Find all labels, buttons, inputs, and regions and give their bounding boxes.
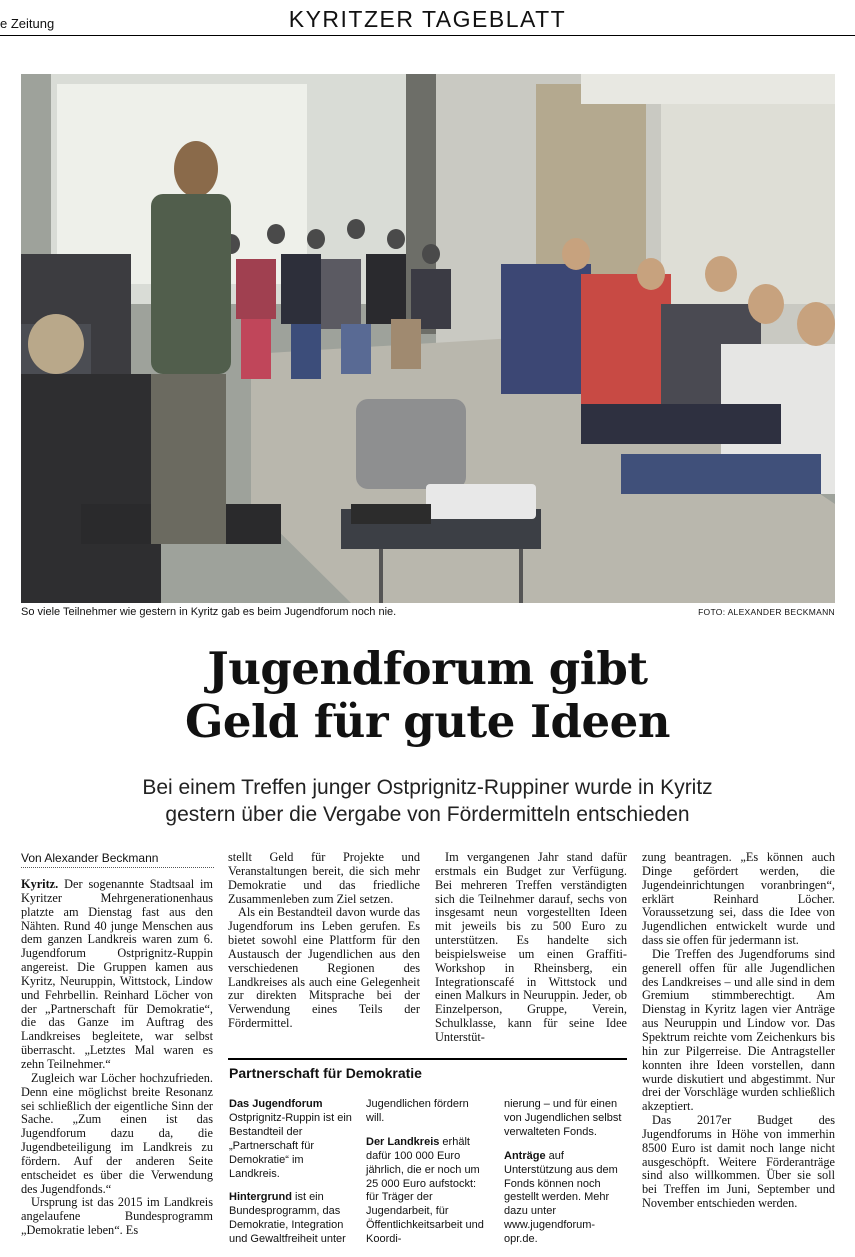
infobox-text: Ostprignitz-Ruppin ist ein Bestandteil der „Partnerschaft für Demokratie“ im Landkreis. bbox=[229, 1111, 352, 1180]
infobox-paragraph bbox=[366, 1136, 488, 1247]
newspaper-name-fragment: e Zeitung bbox=[0, 16, 55, 31]
infobox-lead: Der Landkreis bbox=[366, 1135, 440, 1148]
article-column-1 bbox=[21, 878, 213, 1238]
infobox-text: ist ein Bundesprogramm, das Demokratie, Integration und Gewaltfreiheit unter bbox=[229, 1191, 346, 1246]
byline-rule bbox=[21, 867, 214, 868]
subhead-line-1: Bei einem Treffen junger Ostprignitz-Ruppiner wurde in Kyritz bbox=[142, 776, 713, 799]
infobox-paragraph bbox=[229, 1098, 352, 1181]
headline-line-2: Geld für gute Ideen bbox=[185, 695, 670, 748]
article-subheadline bbox=[0, 774, 855, 828]
infobox-paragraph bbox=[504, 1150, 627, 1247]
photo-caption: So viele Teilnehmer wie gestern in Kyritz gab es beim Jugendforum noch nie. bbox=[21, 606, 397, 618]
byline: Von Alexander Beckmann bbox=[21, 851, 159, 865]
paragraph: stellt Geld für Projekte und Veranstaltungen bereit, die sich mehr Demokratie und das friedliche Zusammenleben zum Ziel setzen. bbox=[228, 850, 420, 906]
article-column-4 bbox=[642, 851, 835, 1211]
masthead-rule bbox=[0, 35, 855, 36]
infobox-paragraph: Jugendlichen fördern will. bbox=[366, 1098, 469, 1124]
paragraph: Das 2017er Budget des Jugendforums in Höhe von immerhin 8500 Euro ist damit noch lange nicht ausgeschöpft. Weitere Förderanträge sind also willkommen. Über sie soll bei Treffen im Juni, September und November entschieden werden. bbox=[642, 1113, 835, 1211]
subhead-line-2: gestern über die Vergabe von Fördermitteln entschieden bbox=[165, 803, 690, 826]
headline-line-1: Jugendforum gibt bbox=[207, 642, 648, 695]
infobox-lead: Hintergrund bbox=[229, 1191, 292, 1204]
paragraph bbox=[21, 878, 213, 1072]
article-column-2 bbox=[228, 851, 420, 1031]
paragraph: zung beantragen. „Es können auch Dinge gefördert werden, die Jugendeinrichtungen voranbringen“, erklärt Reinhard Löcher. Voraussetzung sei, dass die Idee von Jugendlichen entwickelt wurde und dass sie offen für jedermann ist. bbox=[642, 850, 835, 948]
infobox-text: erhält dafür 100 000 Euro jährlich, die er noch um 25 000 Euro aufstockt: für Träger der Jugendarbeit, für Öffentlichkeitsarbeit und Koordi- bbox=[366, 1135, 484, 1246]
classroom-photo-illustration bbox=[21, 74, 835, 603]
paragraph: Ursprung ist das 2015 im Landkreis angelaufene Bundesprogramm „Demokratie leben“. Es bbox=[21, 1195, 213, 1238]
infobox-text: auf Unterstützung aus dem Fonds können noch gestellt werden. Mehr dazu unter www.jugendforum-opr.de. bbox=[504, 1149, 618, 1246]
infobox-column-3 bbox=[504, 1098, 627, 1257]
article-headline bbox=[0, 642, 855, 748]
infobox-column-1 bbox=[229, 1098, 352, 1257]
article-column-3 bbox=[435, 851, 627, 1045]
article-photo bbox=[21, 74, 835, 603]
infobox-paragraph bbox=[229, 1191, 352, 1247]
paragraph-text: Der sogenannte Stadtsaal im Kyritzer Mehrgenerationenhaus platzte am Dienstag fast aus den Nähten. Rund 40 junge Menschen aus dem ganzen Landkreis waren zum 6. Jugendforum Ostprignitz-Ruppin angereist. Die Gruppen kamen aus Kyritz, Neuruppin, Wittstock, Lindow und Fehrbellin. Reinhard Löcher von der „Partnerschaft für Demokratie“, die das Ganze im Auftrag des Landkreises begleitete, war selbst überrascht. „Letztes Mal waren es zehn Teilnehmer.“ bbox=[21, 877, 213, 1071]
paragraph: Die Treffen des Jugendforums sind generell offen für alle Jugendlichen des Landkreises – und alle sind in dem Gremium stimmberechtigt. Am Dienstag in Kyritz lagen vier Anträge aus Neuruppin und Lindow vor. Das Spektrum reichte vom Zeichenkurs bis hin zur Pilgerreise. Die Antragsteller konnten ihre Ideen vorstellen, dann wurde diskutiert und abgestimmt. Nur drei der Vorschläge wurden schließlich akzeptiert. bbox=[642, 946, 835, 1114]
infobox-column-2 bbox=[366, 1098, 488, 1257]
infobox-title: Partnerschaft für Demokratie bbox=[229, 1065, 422, 1081]
infobox-lead: Anträge bbox=[504, 1149, 546, 1162]
paragraph: Im vergangenen Jahr stand dafür erstmals ein Budget zur Verfügung. Bei mehreren Treffen verständigten sich die Teilnehmer darauf, sechs von insgesamt neun vorgestellten Ideen mit jeweils bis zu 500 Euro zu unterstützen. Es handelte sich beispielsweise um einen Graffiti-Workshop in Rheinsberg, ein Integrationscafé in Wittstock und einen Malkurs in Neuruppin. Jeder, ob Einzelperson, Gruppe, Verein, Schulklasse, kann für seine Idee Unterstüt- bbox=[435, 850, 627, 1044]
masthead-title: KYRITZER TAGEBLATT bbox=[288, 6, 567, 32]
infobox-paragraph: nierung – und für einen von Jugendlichen selbst verwalteten Fonds. bbox=[504, 1098, 622, 1138]
paragraph: Als ein Bestandteil davon wurde das Jugendforum ins Leben gerufen. Es bietet sowohl eine Plattform für den Austausch der Jugendlichen aus den verschiedenen Regionen des Landkreises als auch eine Gelegenheit zur direkten Mitsprache bei der Verwendung eines Teils der Fördermittel. bbox=[228, 905, 420, 1031]
paragraph: Zugleich war Löcher hochzufrieden. Denn eine möglichst breite Resonanz sei schließlich der eigentliche Sinn der Sache. „Zum einen ist das Jugendforum dazu da, die Jugendbeteiligung im Landkreis zu fördern. Auf der anderen Seite entscheidet es über die Verwendung des Jugendfonds.“ bbox=[21, 1070, 213, 1196]
infobox-rule bbox=[228, 1058, 627, 1060]
dateline: Kyritz. bbox=[21, 877, 59, 891]
photo-credit: FOTO: ALEXANDER BECKMANN bbox=[698, 607, 835, 617]
infobox-lead: Das Jugendforum bbox=[229, 1098, 323, 1110]
